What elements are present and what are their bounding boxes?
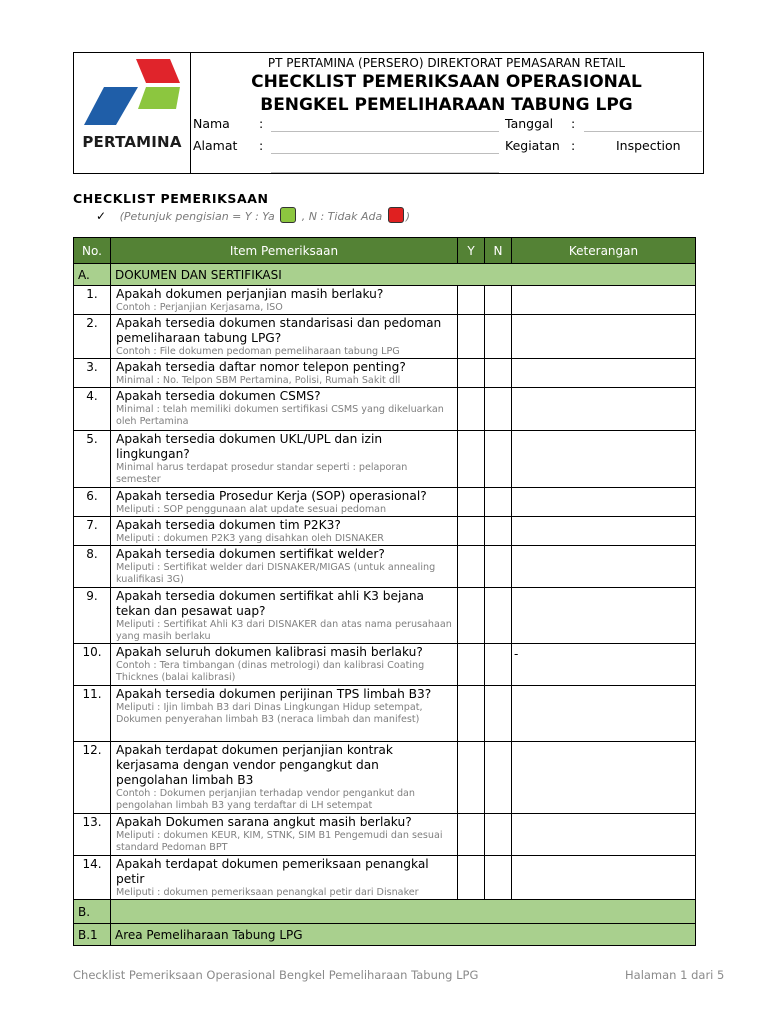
alamat-colon: :	[259, 138, 264, 153]
table-row	[74, 286, 696, 315]
table-row	[74, 644, 696, 686]
no-checkbox-cell[interactable]	[485, 431, 512, 488]
row-hint: Contoh : Perjanjian Kerjasama, ISO	[116, 302, 283, 313]
no-checkbox-cell[interactable]	[485, 814, 512, 856]
keterangan-cell[interactable]	[512, 315, 696, 359]
yes-checkbox-cell[interactable]	[458, 588, 485, 644]
footer-page-number: Halaman 1 dari 5	[625, 968, 725, 982]
logo-brand-text: PERTAMINA	[82, 133, 182, 151]
row-number: 8.	[74, 546, 111, 588]
row-question: Apakah Dokumen sarana angkut masih berlaku?	[116, 815, 412, 829]
keterangan-cell[interactable]	[512, 431, 696, 488]
row-item	[111, 286, 458, 315]
no-checkbox-cell[interactable]	[485, 315, 512, 359]
row-item	[111, 742, 458, 814]
section-a-label: DOKUMEN DAN SERTIFIKASI	[111, 264, 696, 286]
keterangan-cell[interactable]	[512, 286, 696, 315]
row-question: Apakah tersedia daftar nomor telepon penting?	[116, 360, 406, 374]
row-question: Apakah tersedia Prosedur Kerja (SOP) operasional?	[116, 489, 427, 503]
yes-checkbox-cell[interactable]	[458, 431, 485, 488]
table-row	[74, 588, 696, 644]
table-row	[74, 742, 696, 814]
table-row	[74, 315, 696, 359]
row-question: Apakah tersedia dokumen tim P2K3?	[116, 518, 341, 532]
row-number: 2.	[74, 315, 111, 359]
row-hint: Contoh : Tera timbangan (dinas metrologi) dan kalibrasi Coating Thicknes (balai kalibrasi)	[116, 660, 425, 683]
row-hint: Meliputi : dokumen P2K3 yang disahkan oleh DISNAKER	[116, 533, 384, 544]
footer-document-name: Checklist Pemeriksaan Operasional Bengkel Pemeliharaan Tabung LPG	[73, 968, 479, 982]
yes-checkbox-cell[interactable]	[458, 388, 485, 431]
section-b1-label: Area Pemeliharaan Tabung LPG	[111, 924, 696, 946]
checkmark-icon: ✓	[96, 209, 107, 223]
keterangan-cell[interactable]	[512, 546, 696, 588]
yes-checkbox-cell[interactable]	[458, 488, 485, 517]
section-a-code: A.	[74, 264, 111, 286]
row-hint: Meliputi : Sertifikat welder dari DISNAKER/MIGAS (untuk annealing kualifikasi 3G)	[116, 562, 436, 585]
row-hint: Meliputi : Ijin limbah B3 dari Dinas Lingkungan Hidup setempat, Dokumen penyerahan limbah B3 (neraca limbah dan manifest)	[116, 702, 423, 725]
document-header	[73, 52, 704, 174]
row-number: 3.	[74, 359, 111, 388]
keterangan-cell[interactable]	[512, 517, 696, 546]
yes-checkbox-cell[interactable]	[458, 359, 485, 388]
row-hint: Minimal harus terdapat prosedur standar seperti : pelaporan semester	[116, 462, 408, 485]
table-row	[74, 856, 696, 900]
keterangan-cell[interactable]	[512, 814, 696, 856]
legend-suffix: )	[405, 210, 411, 223]
yes-checkbox-cell[interactable]	[458, 644, 485, 686]
section-b-code: B.	[74, 900, 111, 924]
yes-color-swatch	[280, 207, 296, 223]
keterangan-cell[interactable]	[512, 359, 696, 388]
yes-checkbox-cell[interactable]	[458, 517, 485, 546]
section-b-row	[74, 900, 696, 924]
row-question: Apakah tersedia dokumen perijinan TPS limbah B3?	[116, 687, 432, 701]
row-number: 4.	[74, 388, 111, 431]
keterangan-cell[interactable]	[512, 488, 696, 517]
section-b-label	[111, 900, 696, 924]
section-b1-code: B.1	[74, 924, 111, 946]
keterangan-cell[interactable]: -	[512, 644, 696, 686]
logo-blue-shape	[84, 87, 138, 125]
row-number: 14.	[74, 856, 111, 900]
row-number: 7.	[74, 517, 111, 546]
row-hint: Meliputi : Sertifikat Ahli K3 dari DISNAKER dan atas nama perusahaan yang masih berlaku	[116, 619, 452, 642]
yes-checkbox-cell[interactable]	[458, 742, 485, 814]
legend-mid: , N : Tidak Ada	[301, 210, 383, 223]
nama-colon: :	[259, 116, 264, 131]
row-question: Apakah tersedia dokumen sertifikat ahli K3 bejana tekan dan pesawat uap?	[116, 589, 425, 618]
section-b1-row	[74, 924, 696, 946]
header-y: Y	[458, 238, 485, 264]
row-number: 1.	[74, 286, 111, 315]
legend-prefix: (Petunjuk pengisian = Y : Ya	[119, 210, 275, 223]
row-hint: Meliputi : SOP penggunaan alat update sesuai pedoman	[116, 504, 387, 515]
tanggal-field[interactable]	[584, 131, 702, 132]
yes-checkbox-cell[interactable]	[458, 856, 485, 900]
row-number: 12.	[74, 742, 111, 814]
yes-checkbox-cell[interactable]	[458, 286, 485, 315]
kegiatan-label: Kegiatan	[505, 138, 560, 153]
no-checkbox-cell[interactable]	[485, 644, 512, 686]
no-checkbox-cell[interactable]	[485, 588, 512, 644]
tanggal-label: Tanggal	[505, 116, 554, 131]
alamat-field[interactable]	[271, 153, 499, 154]
row-item	[111, 814, 458, 856]
row-item	[111, 546, 458, 588]
row-number: 6.	[74, 488, 111, 517]
header-item: Item Pemeriksaan	[111, 238, 458, 264]
row-hint: Contoh : File dokumen pedoman pemeliharaan tabung LPG	[116, 346, 400, 357]
no-checkbox-cell[interactable]	[485, 742, 512, 814]
row-number: 10.	[74, 644, 111, 686]
kegiatan-value: Inspection	[616, 138, 681, 153]
logo-red-shape	[136, 59, 180, 83]
row-hint: Meliputi : dokumen pemeriksaan penangkal petir dari Disnaker	[116, 887, 419, 898]
keterangan-cell[interactable]	[512, 856, 696, 900]
table-row	[74, 488, 696, 517]
row-number: 13.	[74, 814, 111, 856]
row-question: Apakah terdapat dokumen perjanjian kontrak kerjasama dengan vendor pengangkut dan pengolahan limbah B3	[116, 743, 393, 787]
row-question: Apakah dokumen perjanjian masih berlaku?	[116, 287, 384, 301]
row-question: Apakah tersedia dokumen CSMS?	[116, 389, 321, 403]
nama-label: Nama	[193, 116, 230, 131]
table-row	[74, 546, 696, 588]
row-item	[111, 388, 458, 431]
table-row	[74, 388, 696, 431]
table-row	[74, 359, 696, 388]
document-title-line1: CHECKLIST PEMERIKSAAN OPERASIONAL	[251, 72, 642, 92]
keterangan-cell[interactable]	[512, 588, 696, 644]
row-number: 11.	[74, 686, 111, 742]
row-hint: Meliputi : dokumen KEUR, KIM, STNK, SIM B1 Pengemudi dan sesuai standard Pedoman BPT	[116, 830, 443, 853]
nama-field[interactable]	[271, 131, 499, 132]
checklist-table	[73, 237, 696, 946]
no-color-swatch	[388, 207, 404, 223]
row-number: 9.	[74, 588, 111, 644]
row-item	[111, 644, 458, 686]
row-question: Apakah terdapat dokumen pemeriksaan penangkal petir	[116, 857, 429, 886]
section-a-row	[74, 264, 696, 286]
checklist-title: CHECKLIST PEMERIKSAAN	[73, 191, 269, 206]
alamat-field-line2[interactable]	[271, 172, 499, 173]
row-item	[111, 856, 458, 900]
alamat-label: Alamat	[193, 138, 238, 153]
no-checkbox-cell[interactable]	[485, 686, 512, 742]
row-item	[111, 517, 458, 546]
header-n: N	[485, 238, 512, 264]
no-checkbox-cell[interactable]	[485, 517, 512, 546]
no-checkbox-cell[interactable]	[485, 388, 512, 431]
header-no: No.	[74, 238, 111, 264]
document-title-line2: BENGKEL PEMELIHARAAN TABUNG LPG	[260, 95, 633, 115]
no-checkbox-cell[interactable]	[485, 546, 512, 588]
yes-checkbox-cell[interactable]	[458, 686, 485, 742]
row-hint: Minimal : telah memiliki dokumen sertifikasi CSMS yang dikeluarkan oleh Pertamina	[116, 404, 444, 427]
row-question: Apakah tersedia dokumen standarisasi dan pedoman pemeliharaan tabung LPG?	[116, 316, 442, 345]
row-item	[111, 359, 458, 388]
header-info	[190, 53, 703, 173]
table-row	[74, 814, 696, 856]
company-name: PT PERTAMINA (PERSERO) DIREKTORAT PEMASARAN RETAIL	[267, 56, 626, 70]
yes-checkbox-cell[interactable]	[458, 315, 485, 359]
keterangan-cell[interactable]	[512, 686, 696, 742]
table-row	[74, 686, 696, 742]
row-number: 5.	[74, 431, 111, 488]
yes-checkbox-cell[interactable]	[458, 546, 485, 588]
fill-instructions	[96, 207, 410, 225]
kegiatan-colon: :	[571, 138, 576, 153]
no-checkbox-cell[interactable]	[485, 359, 512, 388]
row-item	[111, 488, 458, 517]
row-hint: Minimal : No. Telpon SBM Pertamina, Polisi, Rumah Sakit dll	[116, 375, 401, 386]
no-checkbox-cell[interactable]	[485, 286, 512, 315]
row-question: Apakah seluruh dokumen kalibrasi masih berlaku?	[116, 645, 423, 659]
pertamina-logo	[74, 53, 191, 173]
row-item	[111, 588, 458, 644]
pertamina-logo-mark	[82, 57, 182, 129]
keterangan-cell[interactable]	[512, 388, 696, 431]
row-item	[111, 431, 458, 488]
row-item	[111, 315, 458, 359]
row-item	[111, 686, 458, 742]
table-row	[74, 431, 696, 488]
no-checkbox-cell[interactable]	[485, 488, 512, 517]
header-keterangan: Keterangan	[512, 238, 696, 264]
table-row	[74, 517, 696, 546]
keterangan-cell[interactable]	[512, 742, 696, 814]
tanggal-colon: :	[571, 116, 576, 131]
table-header-row	[74, 238, 696, 264]
row-hint: Contoh : Dokumen perjanjian terhadap vendor pengankut dan pengolahan limbah B3 yang terdaftar di LH setempat	[116, 788, 416, 811]
row-question: Apakah tersedia dokumen UKL/UPL dan izin lingkungan?	[116, 432, 383, 461]
logo-green-shape	[138, 87, 180, 109]
row-question: Apakah tersedia dokumen sertifikat welder?	[116, 547, 385, 561]
yes-checkbox-cell[interactable]	[458, 814, 485, 856]
no-checkbox-cell[interactable]	[485, 856, 512, 900]
